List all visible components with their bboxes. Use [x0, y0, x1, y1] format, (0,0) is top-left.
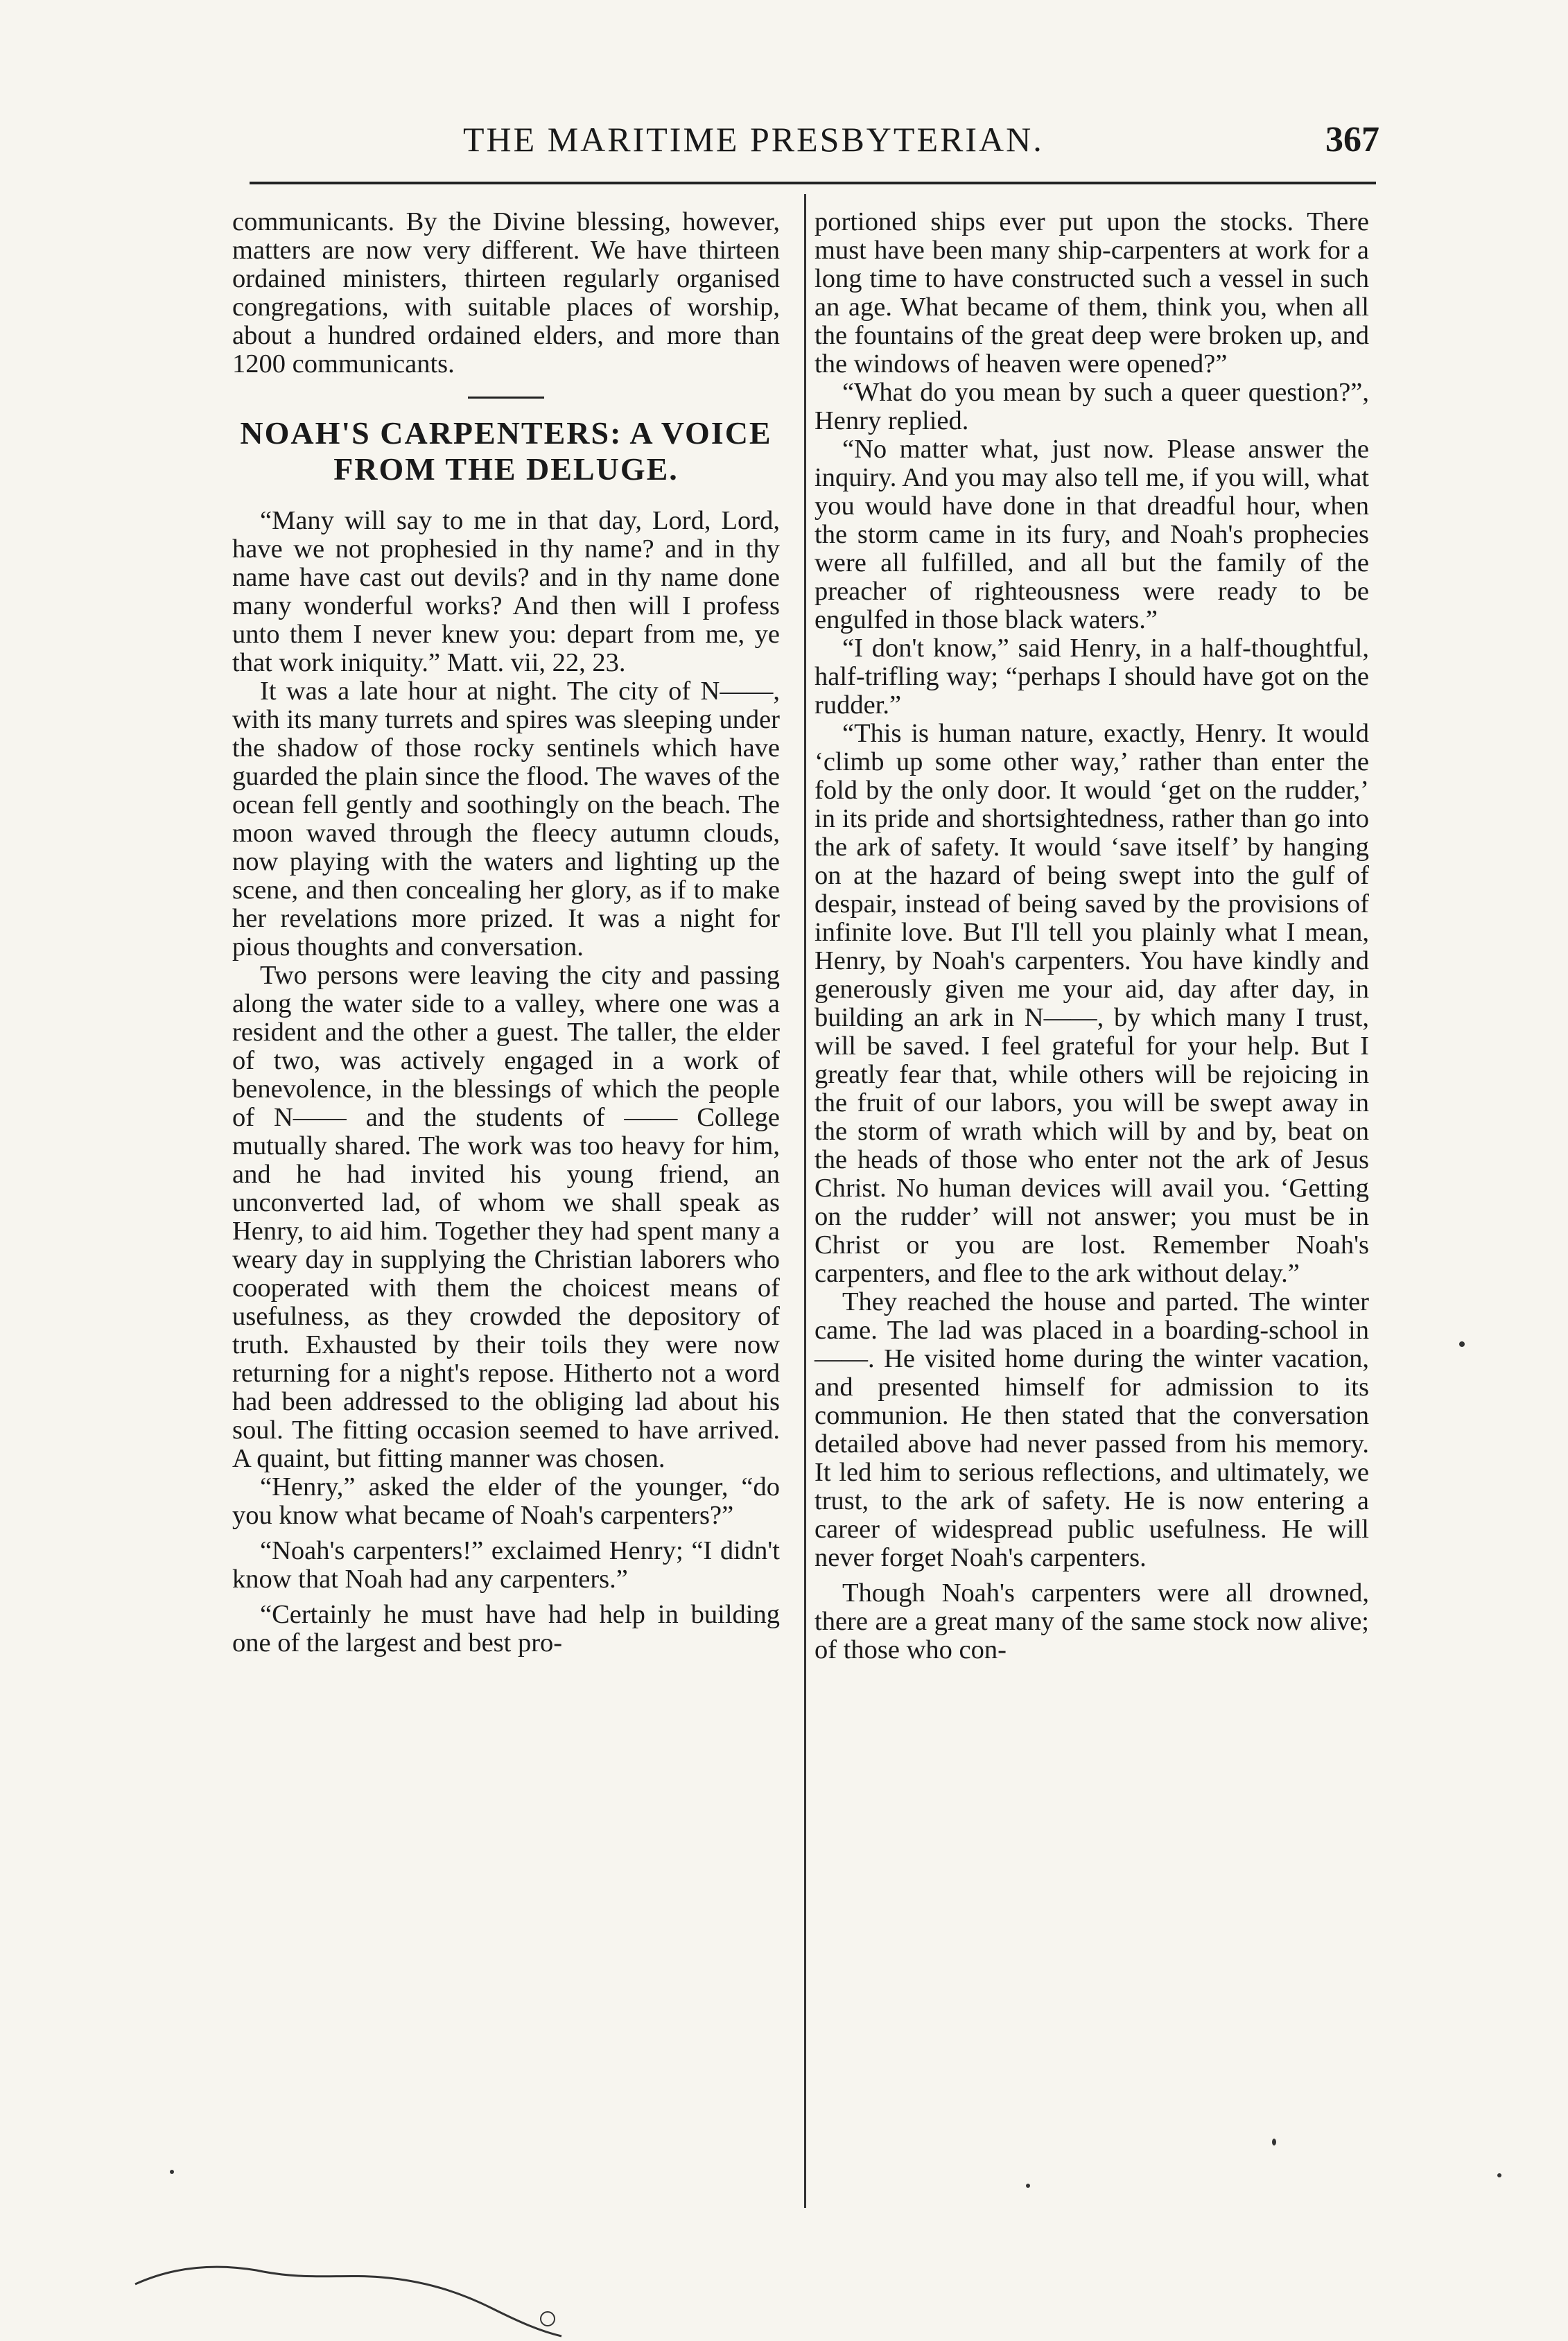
header-rule [250, 182, 1376, 184]
ink-speck [1497, 2173, 1501, 2177]
ink-speck [1459, 1341, 1465, 1347]
article-title: NOAH'S CARPENTERS: A VOICE FROM THE DELUGE. [240, 415, 772, 487]
section-rule [468, 397, 544, 399]
paragraph: It was a late hour at night. The city of N——, with its many turrets and spires was sleeping under the shadow of those rocky sentinels which have guarded the plain since the flood. The waves of the ocean fell gently and soothingly on the beach. The moon waved through the fleecy autumn clouds, now playing with the waters and lighting up the scene, and then concealing her glory, as if to make her revelations more prized. It was a night for pious thoughts and conversation. [232, 677, 780, 961]
right-column [815, 208, 1369, 1664]
column-divider [804, 194, 806, 2208]
paragraph: Two persons were leaving the city and passing along the water side to a valley, where one was a resident and the other a guest. The taller, the elder of two, was actively engaged in a work of benevolence, in the blessings of which the people of N—— and the students of —— College mutually shared. The work was too heavy for him, and he had invited his young friend, an unconverted lad, of whom we shall speak as Henry, to aid him. Together they had spent many a weary day in supplying the Christian laborers who cooperated with them the choicest means of usefulness, as they crowded the depository of truth. Exhausted by their toils they were now returning for a night's repose. Hitherto not a word had been addressed to the obliging lad about his soul. The fitting occasion seemed to have arrived. A quaint, but fitting manner was chosen. [232, 961, 780, 1473]
paragraph: “Henry,” asked the elder of the younger, “do you know what became of Noah's carpenters?” [232, 1472, 780, 1530]
paragraph: portioned ships ever put upon the stocks. There must have been many ship-carpenters at work for a long time to have constructed such a vessel in such an age. What became of them, think you, when all the fountains of the great deep were broken up, and the windows of heaven were opened?” [815, 207, 1369, 378]
margin-scrawl [132, 2243, 617, 2340]
ink-speck [1026, 2184, 1030, 2188]
paragraph: “Certainly he must have had help in building one of the largest and best pro- [232, 1600, 780, 1657]
paragraph: “This is human nature, exactly, Henry. It would ‘climb up some other way,’ rather than enter the fold by the only door. It would ‘get on the rudder,’ in its pride and shortsightedness, rather than go into the ark of safety. It would ‘save itself’ by hanging on at the hazard of being swept into the gulf of despair, instead of being saved by the provisions of infinite love. But I'll tell you plainly what I mean, Henry, by Noah's carpenters. You have kindly and generously given me your aid, day after day, in building an ark in N——, by which many I trust, will be saved. I feel grateful for your help. But I greatly fear that, while others will be rejoicing in the fruit of our labors, you will be swept away in the storm of wrath which will by and by, beat on the heads of those who enter not the ark of Jesus Christ. No human devices will avail you. ‘Getting on the rudder’ will not answer; you must be in Christ or you are lost. Remember Noah's carpenters, and flee to the ark without delay.” [815, 719, 1369, 1288]
journal-title: THE MARITIME PRESBYTERIAN. [463, 120, 1044, 159]
paragraph: “I don't know,” said Henry, in a half-thoughtful, half-trifling way; “perhaps I should have got on the rudder.” [815, 634, 1369, 720]
epigraph: “Many will say to me in that day, Lord, Lord, have we not prophesied in thy name? and in thy name have cast out devils? and in thy name done many wonderful works? And then will I profess unto them I never knew you: depart from me, ye that work iniquity.” Matt. vii, 22, 23. [232, 506, 780, 677]
ink-speck [170, 2170, 174, 2174]
page-number: 367 [1325, 120, 1379, 159]
left-column [232, 208, 780, 1657]
paragraph: “What do you mean by such a queer question?”, Henry replied. [815, 378, 1369, 435]
running-header [229, 119, 1379, 175]
paragraph: They reached the house and parted. The winter came. The lad was placed in a boarding-school in ——. He visited home during the winter vacation, and presented himself for admission to its communion. He then stated that the conversation detailed above had never passed from his memory. It led him to serious reflections, and ultimately, we trust, to the ark of safety. He is now entering a career of widespread public usefulness. He will never forget Noah's carpenters. [815, 1287, 1369, 1572]
paragraph: Though Noah's carpenters were all drowned, there are a great many of the same stock now alive; of those who con- [815, 1578, 1369, 1664]
paragraph: “No matter what, just now. Please answer the inquiry. And you may also tell me, if you will, what you would have done in that dreadful hour, when the storm came in its fury, and Noah's prophecies were all fulfilled, and all but the family of the preacher of righteousness were ready to be engulfed in those black waters.” [815, 435, 1369, 634]
ink-speck [1272, 2139, 1276, 2146]
intro-paragraph: communicants. By the Divine blessing, however, matters are now very different. We have thirteen ordained ministers, thirteen regularly organised congregations, with suitable places of worship, about a hundred ordained elders, and more than 1200 communicants. [232, 207, 780, 378]
paragraph: “Noah's carpenters!” exclaimed Henry; “I didn't know that Noah had any carpenters.” [232, 1536, 780, 1594]
